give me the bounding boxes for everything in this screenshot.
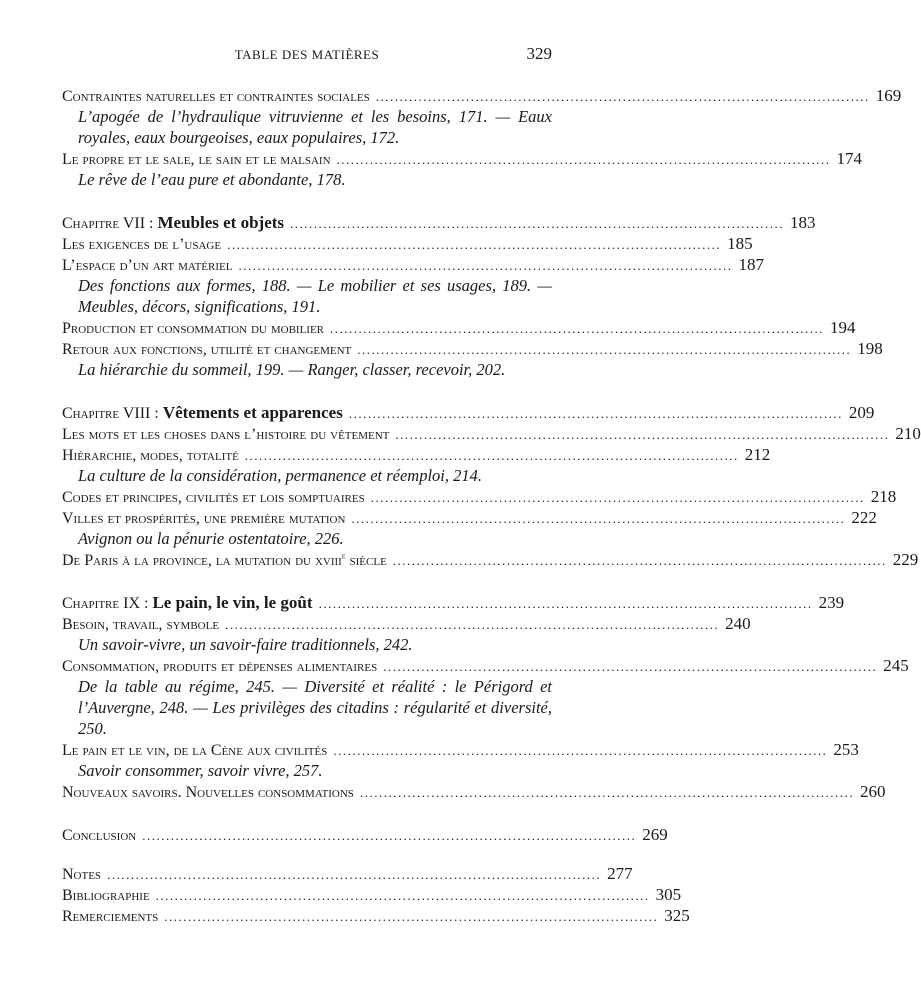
toc-entry-page: 240	[725, 614, 751, 633]
leader-dots: ........................................................................................................	[155, 888, 650, 903]
chapter-label: Chapitre IX :	[62, 595, 149, 612]
toc-entry-title: Consommation, produits et dépenses alimentaires	[62, 658, 378, 675]
leader-dots: ........................................................................................................	[333, 743, 828, 758]
toc-entry-title: Conclusion	[62, 827, 137, 844]
toc-entry	[62, 444, 771, 465]
toc-entry-page: 277	[607, 864, 633, 883]
toc-entry-bibliography	[62, 884, 682, 905]
toc-entry	[62, 85, 902, 106]
toc-entry-title: Codes et principes, civilités et lois somptuaires	[62, 489, 365, 506]
chapter-name: Le pain, le vin, le goût	[152, 593, 313, 612]
toc-entry-title: Notes	[62, 866, 102, 883]
toc-entry-title: Bibliographie	[62, 887, 150, 904]
leader-dots: ........................................................................................................	[164, 909, 659, 924]
page-number: 329	[526, 44, 552, 63]
toc-entry	[62, 507, 877, 528]
toc-entry	[62, 338, 883, 359]
toc-entry	[62, 739, 859, 760]
toc-entry-page: 210	[895, 424, 921, 443]
toc-entry	[62, 254, 764, 275]
toc-entry-page: 212	[744, 445, 771, 464]
toc-entry	[62, 317, 856, 338]
table-of-contents	[62, 85, 921, 926]
toc-entry-title: Besoin, travail, symbole	[62, 616, 220, 633]
toc-entry-title: Contraintes naturelles et contraintes sociales	[62, 88, 370, 105]
leader-dots: ........................................................................................................	[318, 596, 813, 611]
toc-entry-title: Le propre et le sale, le sain et le malsain	[62, 151, 331, 168]
leader-dots: ........................................................................................................	[392, 553, 887, 568]
chapter-title	[62, 592, 313, 614]
toc-entry-title: Les exigences de l’usage	[62, 236, 222, 253]
toc-entry-title: Nouveaux savoirs. Nouvelles consommations	[62, 784, 354, 801]
toc-entry	[62, 233, 753, 254]
toc-entry-page: 187	[738, 255, 764, 274]
toc-entry-title-text: De Paris à la province, la mutation du xviii	[62, 552, 342, 569]
chapter-title	[62, 402, 343, 424]
toc-entry-page: 198	[857, 339, 883, 358]
toc-entry-title: Le pain et le vin, de la Cène aux civilités	[62, 742, 328, 759]
toc-entry-page: 218	[870, 487, 897, 506]
leader-dots: ........................................................................................................	[359, 785, 854, 800]
leader-dots: ........................................................................................................	[357, 342, 852, 357]
toc-entry-page: 305	[655, 885, 682, 904]
chapter-page: 183	[790, 213, 816, 232]
toc-entry	[62, 148, 863, 169]
running-head: TABLE DES MATIÈRES	[234, 47, 380, 62]
leader-dots: ........................................................................................................	[336, 152, 831, 167]
toc-entry-page: 269	[642, 825, 668, 844]
toc-entry-title: Retour aux fonctions, utilité et changement	[62, 341, 352, 358]
toc-entry-page: 245	[883, 656, 909, 675]
chapter-title	[62, 212, 284, 234]
leader-dots: ........................................................................................................	[375, 89, 870, 104]
toc-entry-title: L’espace d’un art matériel	[62, 257, 233, 274]
toc-entry-page: 222	[851, 508, 877, 527]
toc-entry-page: 174	[836, 149, 863, 168]
leader-dots: ........................................................................................................	[225, 617, 720, 632]
toc-subentries: Avignon ou la pénurie ostentatoire, 226.	[78, 529, 344, 548]
toc-subentries: Un savoir-vivre, un savoir-faire traditionnels, 242.	[78, 635, 413, 654]
chapter-heading	[62, 592, 845, 613]
leader-dots: ........................................................................................................	[142, 828, 637, 843]
toc-entry-title: Production et consommation du mobilier	[62, 320, 325, 337]
leader-dots: ........................................................................................................	[351, 511, 846, 526]
toc-entry-page: 185	[727, 234, 753, 253]
toc-entry-page: 325	[664, 906, 690, 925]
leader-dots: ........................................................................................................	[348, 406, 843, 421]
toc-entry-title: Remerciements	[62, 908, 159, 925]
leader-dots: ........................................................................................................	[107, 867, 602, 882]
toc-entry	[62, 655, 909, 676]
leader-dots: ........................................................................................................	[238, 258, 733, 273]
toc-entry-title: Les mots et les choses dans l’histoire du vêtement	[62, 426, 390, 443]
chapter-heading	[62, 212, 816, 233]
chapter-page: 239	[818, 593, 845, 612]
toc-subentries: La culture de la considération, permanence et réemploi, 214.	[78, 466, 483, 485]
leader-dots: ........................................................................................................	[290, 216, 785, 231]
toc-subentries: L’apogée de l’hydraulique vitruvienne et les besoins, 171. — Eaux royales, eaux bourgeoises, eaux populaires, 172.	[78, 107, 552, 147]
toc-subentries: De la table au régime, 245. — Diversité et réalité : le Périgord et l’Auvergne, 248. — Les privilèges des citadins : régularité et diversité, 250.	[78, 677, 552, 738]
toc-entry-notes	[62, 863, 633, 884]
chapter-name: Vêtements et apparences	[162, 403, 343, 422]
leader-dots: ........................................................................................................	[395, 427, 890, 442]
toc-entry	[62, 486, 897, 507]
toc-entry-page: 253	[833, 740, 859, 759]
toc-entry	[62, 423, 921, 444]
leader-dots: ........................................................................................................	[383, 659, 878, 674]
toc-subentries: Le rêve de l’eau pure et abondante, 178.	[78, 170, 346, 189]
toc-entry-page: 229	[892, 550, 919, 569]
toc-entry-page: 169	[875, 86, 902, 105]
toc-subentries: Des fonctions aux formes, 188. — Le mobilier et ses usages, 189. — Meubles, décors, significations, 191.	[78, 276, 552, 316]
superscript: e	[341, 550, 346, 561]
toc-entry	[62, 549, 919, 570]
toc-entry-title: Villes et prospérités, une première mutation	[62, 510, 346, 527]
toc-entry	[62, 613, 751, 634]
toc-entry-page: 260	[859, 782, 886, 801]
toc-entry-acknowledgements	[62, 905, 690, 926]
leader-dots: ........................................................................................................	[244, 448, 739, 463]
toc-entry	[62, 781, 886, 802]
leader-dots: ........................................................................................................	[370, 490, 865, 505]
leader-dots: ........................................................................................................	[227, 237, 722, 252]
toc-subentries: Savoir consommer, savoir vivre, 257.	[78, 761, 323, 780]
chapter-name: Meubles et objets	[157, 213, 285, 232]
toc-entry-title	[62, 550, 387, 571]
toc-entry-title-text: siècle	[345, 552, 387, 569]
toc-entry-page: 194	[830, 318, 856, 337]
toc-subentries: La hiérarchie du sommeil, 199. — Ranger, classer, recevoir, 202.	[78, 360, 506, 379]
chapter-page: 209	[848, 403, 875, 422]
toc-entry-conclusion	[62, 824, 668, 845]
chapter-label: Chapitre VIII :	[62, 405, 159, 422]
leader-dots: ........................................................................................................	[330, 321, 825, 336]
chapter-heading	[62, 402, 875, 423]
toc-entry-title: Hiérarchie, modes, totalité	[62, 447, 239, 464]
chapter-label: Chapitre VII :	[62, 215, 154, 232]
